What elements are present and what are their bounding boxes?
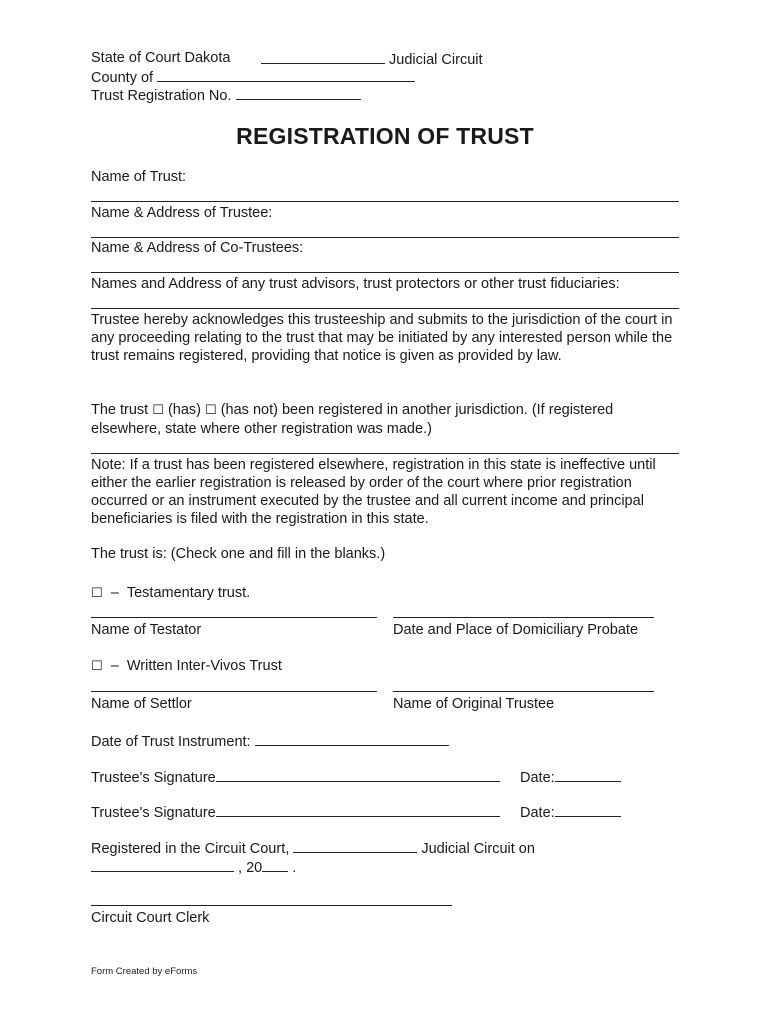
date-label-2: Date: [520,805,555,821]
note-text: Note: If a trust has been registered elsewhere, registration in this state is ineffective until either the earlier registration is released by order of the court where prior registration occurred or an instrument executed by the trustee and all current income and principal beneficiaries is filed with the registration in this state. [91,457,656,527]
other-registration-field[interactable] [91,453,679,454]
signature-row-2 [91,802,500,822]
date-field-2[interactable] [555,802,621,817]
circuit-date-row [91,857,296,877]
testamentary-checkbox[interactable]: ☐ [91,586,103,601]
page-title: REGISTRATION OF TRUST [236,123,534,149]
advisors-label: Names and Address of any trust advisors, trust protectors or other trust fiduciaries: [91,276,620,292]
inter-vivos-dash: – [110,658,119,674]
year-prefix: , 20 [238,860,263,876]
date-of-instrument-row [91,731,449,751]
name-of-trust-field[interactable] [91,201,679,202]
inter-vivos-option [91,657,282,676]
original-trustee-field[interactable] [393,691,654,692]
name-of-trust-label: Name of Trust: [91,169,187,185]
clerk-label: Circuit Court Clerk [91,910,210,926]
date-of-instrument-label: Date of Trust Instrument: [91,734,251,750]
testator-field[interactable] [91,617,377,618]
co-trustees-field[interactable] [91,272,679,273]
judicial-circuit-line[interactable] [261,49,483,69]
county-row [91,67,415,87]
registration-no-row [91,85,361,105]
clerk-signature-field[interactable] [91,905,452,906]
county-field[interactable] [157,67,415,82]
registered-prefix: The trust [91,402,149,418]
circuit-date-field[interactable] [91,857,234,872]
registration-no-label: Trust Registration No. [91,88,232,104]
registered-elsewhere-row [91,401,613,420]
circuit-prefix: Registered in the Circuit Court, [91,841,290,857]
judicial-circuit-label: Judicial Circuit [389,52,483,68]
inter-vivos-label: Written Inter-Vivos Trust [126,658,282,674]
date-label-1: Date: [520,770,555,786]
signature-field-1[interactable] [216,767,500,782]
date-row-2 [520,802,621,822]
has-checkbox[interactable]: ☐ [152,403,164,418]
has-label: (has) [167,402,201,418]
co-trustees-label: Name & Address of Co-Trustees: [91,240,304,256]
signature-field-2[interactable] [216,802,500,817]
advisors-field[interactable] [91,308,679,309]
original-trustee-caption: Name of Original Trustee [393,696,555,712]
registration-no-field[interactable] [236,85,361,100]
trustee-label: Name & Address of Trustee: [91,205,273,221]
year-field[interactable] [262,857,288,872]
signature-label-1: Trustee's Signature [91,770,216,786]
testamentary-option [91,584,250,603]
has-not-label: (has not) been registered in another jurisdiction. (If registered [220,402,614,418]
circuit-field[interactable] [293,838,417,853]
year-end: . [292,860,297,876]
trustee-field[interactable] [91,237,679,238]
probate-field[interactable] [393,617,654,618]
circuit-registration-row [91,838,535,858]
footer-credit: Form Created by eForms [91,966,198,977]
testator-caption: Name of Testator [91,622,202,638]
signature-label-2: Trustee's Signature [91,805,216,821]
settlor-caption: Name of Settlor [91,696,192,712]
date-of-instrument-field[interactable] [255,731,449,746]
testamentary-dash: – [110,585,119,601]
circuit-suffix: Judicial Circuit on [421,841,535,857]
has-not-checkbox[interactable]: ☐ [205,403,217,418]
testamentary-label: Testamentary trust. [126,585,251,601]
trust-is-label: The trust is: (Check one and fill in the blanks.) [91,546,386,562]
signature-row-1 [91,767,500,787]
inter-vivos-checkbox[interactable]: ☐ [91,659,103,674]
probate-caption: Date and Place of Domiciliary Probate [393,622,639,638]
date-field-1[interactable] [555,767,621,782]
date-row-1 [520,767,621,787]
registered-elsewhere-line2: elsewhere, state where other registration was made.) [91,421,432,437]
settlor-field[interactable] [91,691,377,692]
state-label: State of Court Dakota [91,50,231,66]
acknowledgement-text: Trustee hereby acknowledges this trusteeship and submits to the jurisdiction of the court in any proceeding relating to the trust that may be initiated by any interested person while the trust remains registered, providing that notice is given as provided by law. [91,312,673,364]
county-label: County of [91,70,154,86]
